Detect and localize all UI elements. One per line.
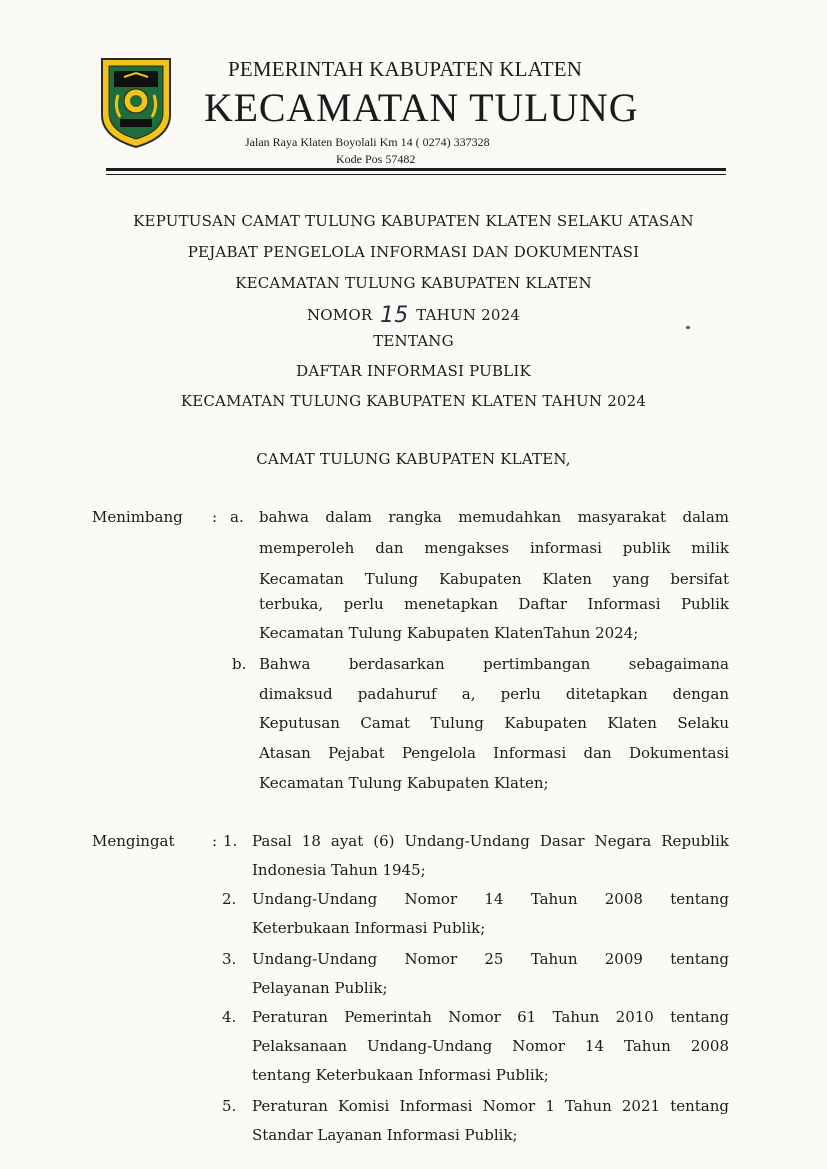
mengingat-1-marker: 1. [223, 832, 238, 850]
nomor-value-handwritten: 15 [380, 303, 409, 328]
menimbang-b-line: dimaksud padahuruf a, perlu ditetapkan dengan [259, 685, 729, 703]
letterhead-postal-code: Kode Pos 57482 [336, 152, 416, 166]
menimbang-label: Menimbang [92, 508, 183, 526]
mengingat-4-line: tentang Keterbukaan Informasi Publik; [252, 1066, 549, 1084]
nomor-line [0, 303, 827, 328]
klaten-regency-emblem-icon [100, 57, 172, 149]
scan-speck [686, 326, 690, 329]
mengingat-2-marker: 2. [222, 890, 237, 908]
menimbang-a-line: Kecamatan Tulung Kabupaten Klaten yang bersifat [259, 570, 729, 588]
menimbang-b-line: Keputusan Camat Tulung Kabupaten Klaten Selaku [259, 714, 729, 732]
menimbang-b-line: Atasan Pejabat Pengelola Informasi dan Dokumentasi [259, 744, 729, 762]
menimbang-colon: : [212, 508, 218, 526]
mengingat-5-marker: 5. [222, 1097, 237, 1115]
tentang-heading: TENTANG [373, 332, 454, 350]
camat-heading: CAMAT TULUNG KABUPATEN KLATEN, [256, 450, 571, 468]
mengingat-colon: : [212, 832, 218, 850]
letterhead-office: KECAMATAN TULUNG [204, 85, 639, 130]
tahun-label: TAHUN 2024 [416, 306, 521, 324]
mengingat-3-line: Undang-Undang Nomor 25 Tahun 2009 tentang [252, 950, 729, 968]
title-line-3: KECAMATAN TULUNG KABUPATEN KLATEN [235, 274, 592, 292]
mengingat-4-line: Peraturan Pemerintah Nomor 61 Tahun 2010 tentang [252, 1008, 729, 1026]
menimbang-b-line: Bahwa berdasarkan pertimbangan sebagaimana [259, 655, 729, 673]
menimbang-b-marker: b. [232, 655, 247, 673]
menimbang-b-line: Kecamatan Tulung Kabupaten Klaten; [259, 774, 549, 792]
menimbang-a-line: bahwa dalam rangka memudahkan masyarakat dalam [259, 508, 729, 526]
menimbang-a-marker: a. [230, 508, 244, 526]
menimbang-a-line: memperoleh dan mengakses informasi publik milik [259, 539, 729, 557]
title-line-1: KEPUTUSAN CAMAT TULUNG KABUPATEN KLATEN SELAKU ATASAN [133, 212, 694, 230]
subject-line-1: DAFTAR INFORMASI PUBLIK [296, 362, 531, 380]
mengingat-3-line: Pelayanan Publik; [252, 979, 388, 997]
nomor-label: NOMOR [306, 306, 373, 324]
header-rule-thick [106, 168, 726, 171]
mengingat-2-line: Keterbukaan Informasi Publik; [252, 919, 486, 937]
letterhead-address: Jalan Raya Klaten Boyolali Km 14 ( 0274) 337328 [245, 135, 490, 149]
menimbang-a-line: terbuka, perlu menetapkan Daftar Informasi Publik [259, 595, 729, 613]
mengingat-4-marker: 4. [222, 1008, 237, 1026]
header-rule-thin [106, 174, 726, 175]
mengingat-1-line: Indonesia Tahun 1945; [252, 861, 426, 879]
title-line-2: PEJABAT PENGELOLA INFORMASI DAN DOKUMENTASI [187, 243, 640, 261]
mengingat-3-marker: 3. [222, 950, 237, 968]
mengingat-4-line: Pelaksanaan Undang-Undang Nomor 14 Tahun 2008 [252, 1037, 729, 1055]
mengingat-5-line: Standar Layanan Informasi Publik; [252, 1126, 518, 1144]
menimbang-a-line: Kecamatan Tulung Kabupaten KlatenTahun 2024; [259, 624, 639, 642]
letterhead-government: PEMERINTAH KABUPATEN KLATEN [228, 57, 583, 81]
mengingat-1-line: Pasal 18 ayat (6) Undang-Undang Dasar Negara Republik [252, 832, 729, 850]
mengingat-5-line: Peraturan Komisi Informasi Nomor 1 Tahun 2021 tentang [252, 1097, 729, 1115]
mengingat-label: Mengingat [92, 832, 175, 850]
subject-line-2: KECAMATAN TULUNG KABUPATEN KLATEN TAHUN 2024 [180, 392, 647, 410]
mengingat-2-line: Undang-Undang Nomor 14 Tahun 2008 tentang [252, 890, 729, 908]
